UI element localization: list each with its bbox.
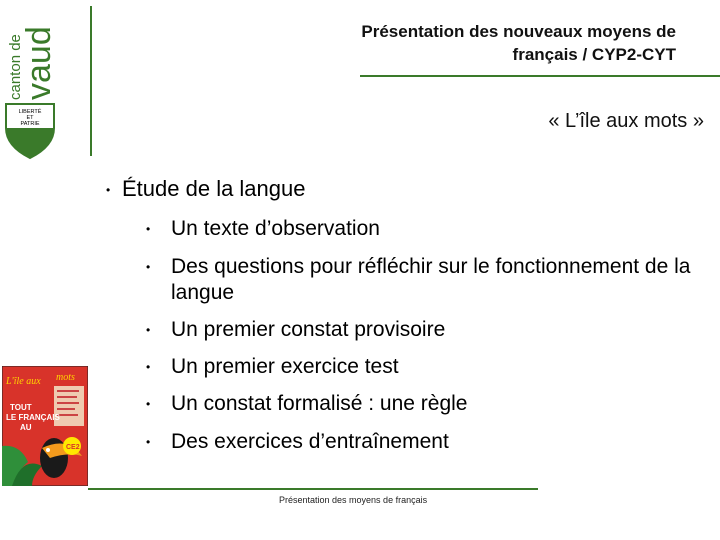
list-item: [146, 254, 716, 306]
list-item-text: Un premier constat provisoire: [171, 318, 446, 341]
book-cover-image: [2, 366, 88, 486]
list-item: [146, 429, 716, 455]
title-line-1: Présentation des nouveaux moyens de: [361, 22, 676, 41]
shield-text-3: PATRIE: [20, 121, 40, 127]
list-item: [146, 391, 716, 417]
vertical-divider: [90, 6, 92, 156]
shield-text-2: ET: [26, 115, 34, 121]
bullet-dot-icon: •: [146, 323, 151, 337]
list-item-text: Des questions pour réfléchir sur le fonctionnement de la langue: [171, 255, 691, 304]
cover-badge: CE2: [66, 444, 80, 451]
list-item-text: Un constat formalisé : une règle: [171, 392, 468, 415]
title-line-2: français / CYP2-CYT: [512, 45, 676, 64]
cover-line-3: AU: [20, 423, 32, 432]
vaud-logo: [0, 0, 60, 160]
list-item: [146, 317, 716, 343]
slide-subtitle: « L’île aux mots »: [548, 110, 704, 132]
shield-text-1: LIBERTÉ: [18, 109, 42, 115]
list-item-text: Un premier exercice test: [171, 355, 399, 378]
cover-line-1: TOUT: [10, 403, 32, 412]
list-item-text: Un texte d’observation: [171, 217, 380, 240]
header-divider: [360, 75, 720, 77]
logo-name-text: vaud: [20, 26, 58, 100]
bullet-dot-icon: •: [106, 183, 111, 197]
footer-divider: [88, 488, 538, 490]
bullet-dot-icon: •: [146, 260, 151, 274]
cover-line-2: LE FRANÇAIS: [6, 413, 60, 422]
slide-title: [256, 20, 676, 66]
list-item: [146, 354, 716, 380]
cover-title-part2: mots: [56, 372, 75, 383]
cover-title-part1: L'île aux: [6, 376, 41, 387]
bullet-dot-icon: •: [146, 397, 151, 411]
bullet-dot-icon: •: [146, 222, 151, 236]
footer-text: Présentation des moyens de français: [279, 495, 428, 505]
bullet-dot-icon: •: [146, 360, 151, 374]
list-item-text: Des exercices d’entraînement: [171, 430, 449, 453]
logo-canton-text: canton de: [7, 34, 24, 100]
list-item: [146, 216, 716, 242]
bullet-dot-icon: •: [146, 435, 151, 449]
main-bullet-text: Étude de la langue: [122, 176, 306, 201]
